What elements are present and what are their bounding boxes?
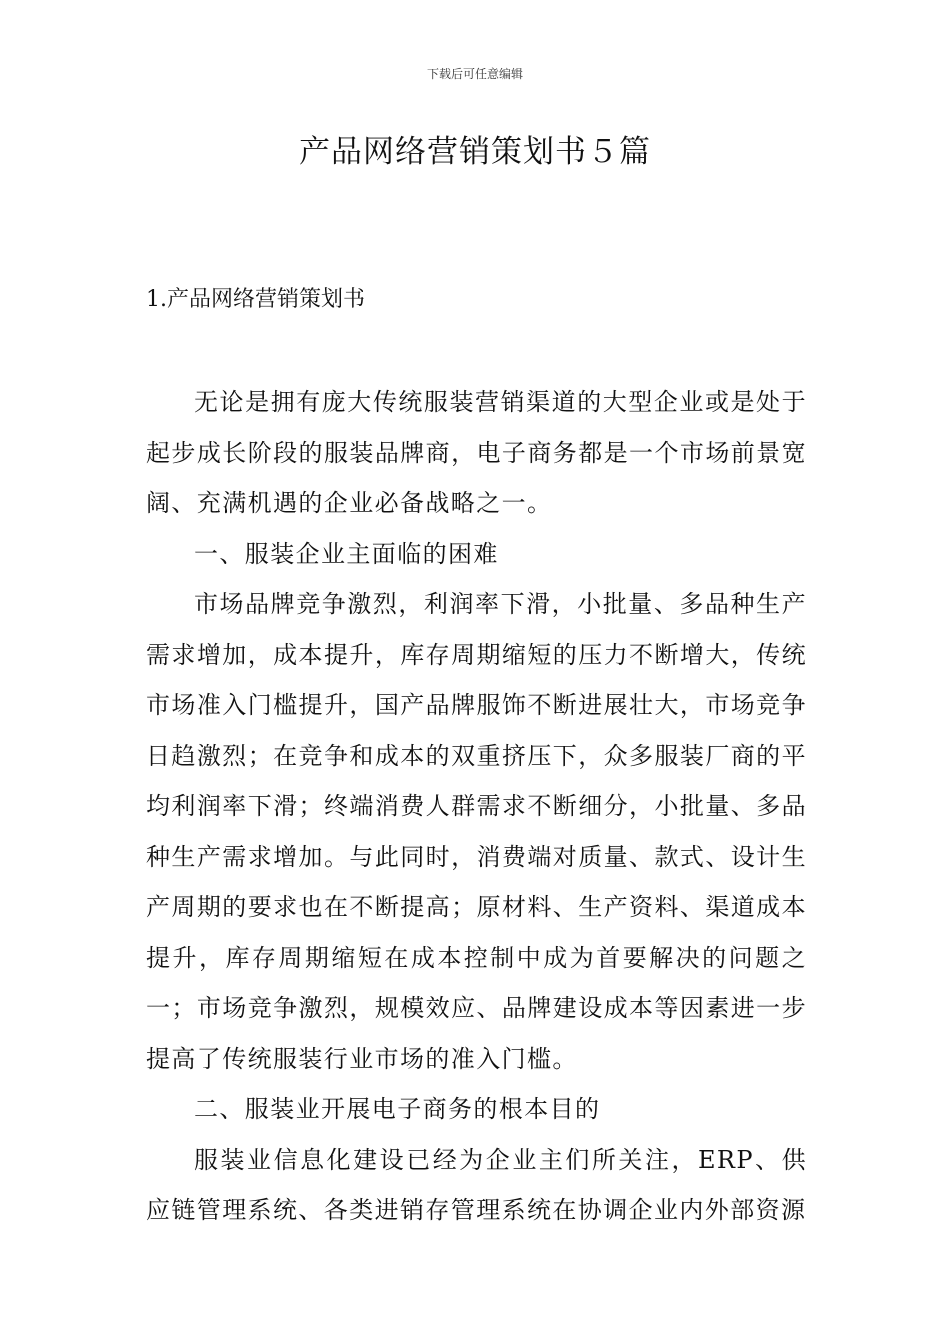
paragraph-market-competition: 市场品牌竞争激烈，利润率下滑，小批量、多品种生产需求增加，成本提升，库存周期缩短的压力不断增大，传统市场准入门槛提升，国产品牌服饰不断进展壮大，市场竞争日趋激烈；在竞争和成本的双重挤压下，众多服装厂商的平均利润率下滑；终端消费人群需求不断细分，小批量、多品种生产需求增加。与此同时，消费端对质量、款式、设计生产周期的要求也在不断提高；原材料、生产资料、渠道成本提升，库存周期缩短在成本控制中成为首要解决的问题之一；市场竞争激烈，规模效应、品牌建设成本等因素进一步提高了传统服装行业市场的准入门槛。	[146, 590, 807, 1073]
paragraph-intro: 无论是拥有庞大传统服装营销渠道的大型企业或是处于起步成长阶段的服装品牌商，电子商务都是一个市场前景宽阔、充满机遇的企业必备战略之一。	[146, 388, 807, 517]
paragraph-informatization: 服装业信息化建设已经为企业主们所关注，ERP、供应链管理系统、各类进销存管理系统在协调企业内外部资源	[146, 1145, 807, 1224]
document-title: 产品网络营销策划书５篇	[299, 134, 651, 170]
header-note: 下载后可任意编辑	[426, 67, 523, 81]
section-heading: 1.产品网络营销策划书	[146, 287, 365, 312]
subheading-purpose: 二、服装业开展电子商务的根本目的	[194, 1095, 601, 1123]
body-text	[146, 377, 807, 1236]
subheading-difficulties: 一、服装企业主面临的困难	[194, 539, 499, 568]
